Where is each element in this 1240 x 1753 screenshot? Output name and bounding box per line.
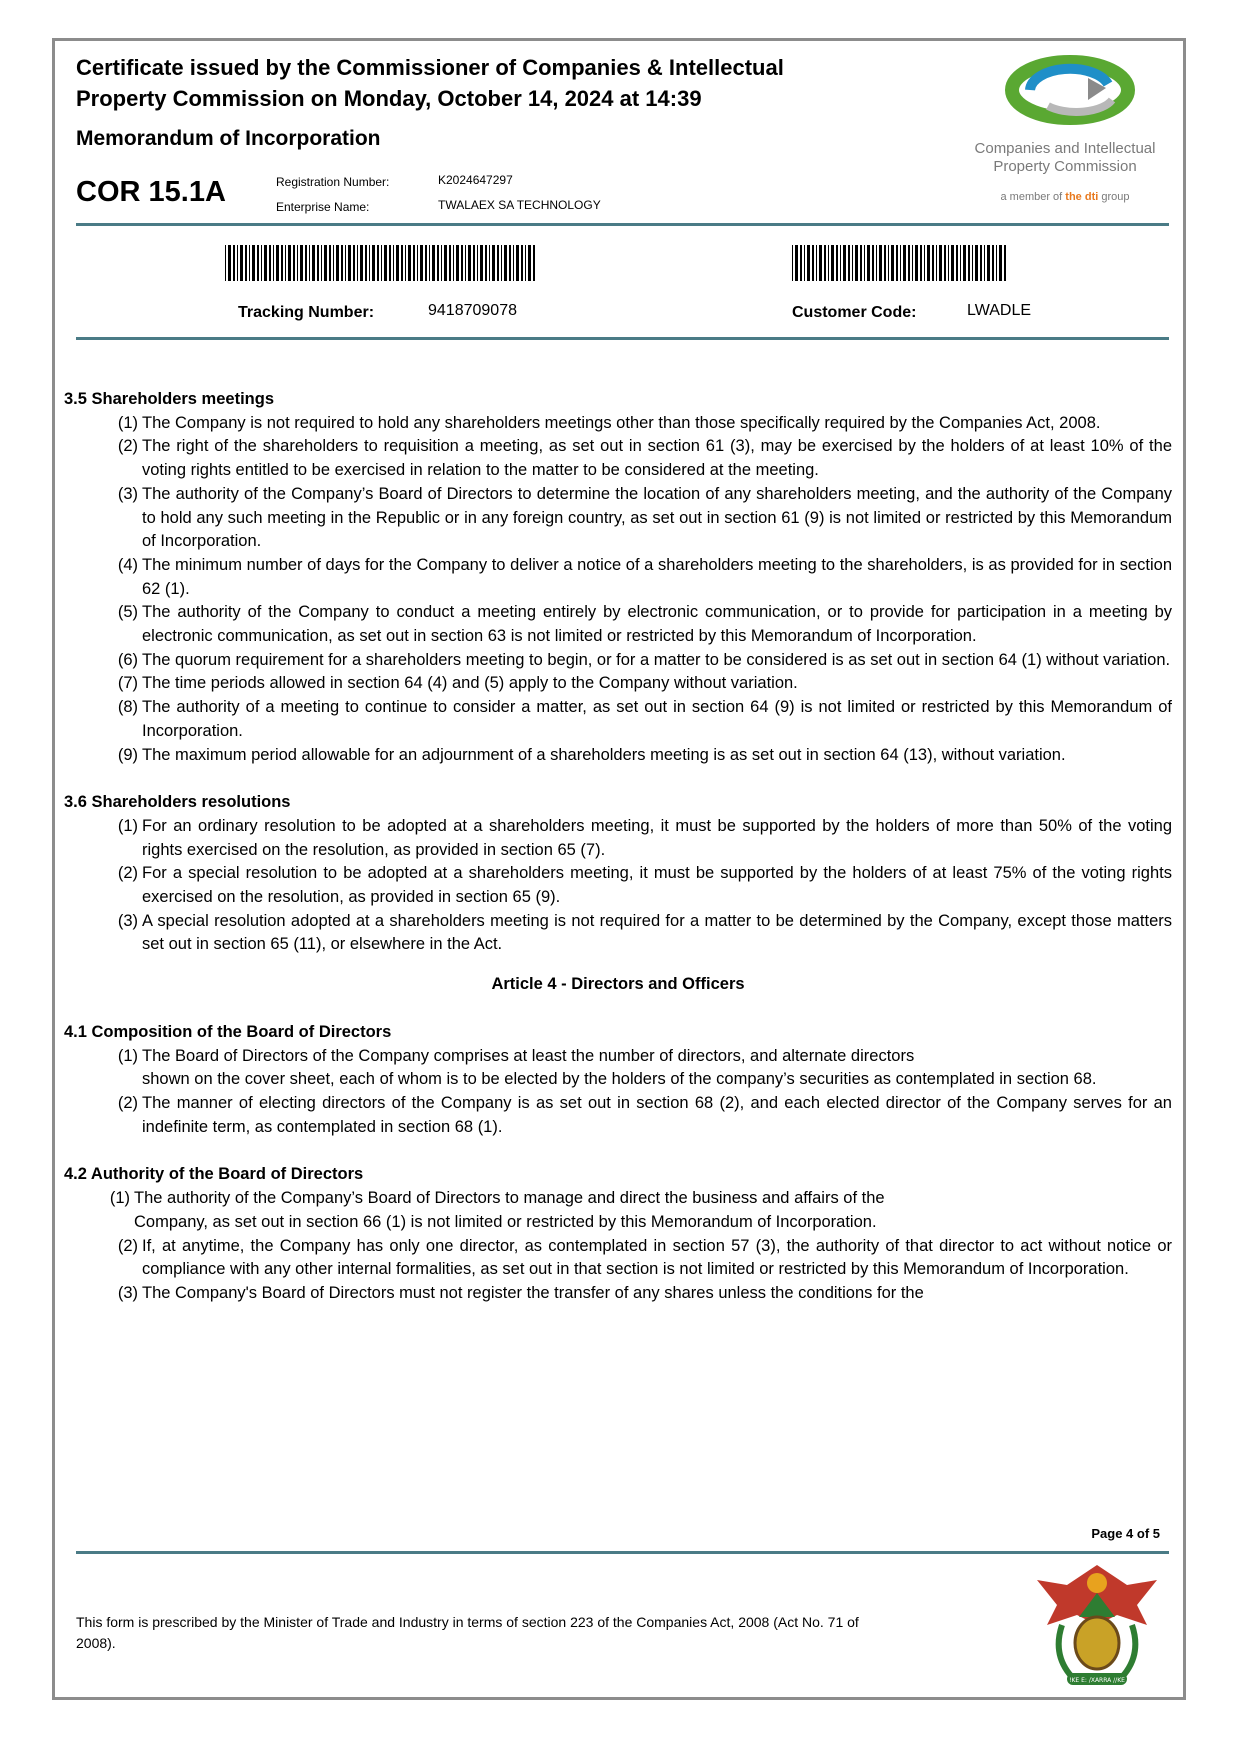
- document-subtitle: Memorandum of Incorporation: [76, 127, 381, 150]
- tracking-number: 9418709078: [428, 302, 517, 319]
- certificate-title: Certificate issued by the Commissioner of Companies & Intellectual Property Commission on Monday, October 14, 2024 at 14:39: [76, 55, 784, 111]
- list-item: (1) For an ordinary resolution to be adopted at a shareholders meeting, it must be supported by the holders of more than 50% of the voting rights exercised on the resolution, as provided in section 65 (7).: [117, 816, 1172, 859]
- list-item: (3) A special resolution adopted at a shareholders meeting is not required for a matter to be determined by the Company, except those matters set out in section 65 (11), or elsewhere in the Act.: [117, 911, 1172, 954]
- header-rule-bottom: [76, 337, 1169, 340]
- section-4-2-heading: 4.2 Authority of the Board of Directors: [64, 1165, 364, 1184]
- cipc-logo-icon: [960, 48, 1170, 208]
- footer-rule: [76, 1551, 1169, 1554]
- section-4-1-heading: 4.1 Composition of the Board of Directors: [64, 1022, 392, 1041]
- document-body: [64, 388, 1172, 1306]
- coat-of-arms-icon: [1022, 1555, 1172, 1695]
- tracking-barcode: [225, 245, 539, 281]
- list-item: (1) The authority of the Company’s Board of Directors to manage and direct the business and affairs of the: [109, 1189, 885, 1208]
- coat-motto: !KE E: /XARRA //KE: [1069, 1677, 1125, 1684]
- list-item: (3) The Company's Board of Directors must not register the transfer of any shares unless the conditions for the: [117, 1283, 924, 1302]
- customer-barcode: [792, 245, 1010, 281]
- enterprise-label: Enterprise Name:: [276, 200, 370, 214]
- list-item: (1) The Board of Directors of the Company comprises at least the number of directors, and alternate directors: [117, 1046, 915, 1065]
- list-item: (2) The right of the shareholders to requisition a meeting, as set out in section 61 (3), may be exercised by the holders of at least 10% of the voting rights entitled to be exercised in relation to the matter to be considered at the meeting.: [117, 437, 1172, 480]
- logo-member-suffix: group: [1098, 191, 1130, 203]
- tracking-label: Tracking Number:: [238, 304, 375, 321]
- logo-line-2: Property Commission: [993, 158, 1137, 175]
- registration-number: K2024647297: [438, 173, 513, 187]
- page-number: Page 4 of 5: [1091, 1526, 1160, 1541]
- registration-label: Registration Number:: [276, 175, 390, 189]
- list-item: (2) The manner of electing directors of the Company is as set out in section 68 (2), and each elected director of the Company serves for an indefinite term, as contemplated in section 68 (1).: [117, 1093, 1172, 1136]
- logo-member-prefix: a member of: [1000, 191, 1066, 203]
- list-item: shown on the cover sheet, each of whom is to be elected by the holders of the company’s securities as contemplated in section 68.: [142, 1070, 1097, 1089]
- section-3-5-list: [64, 412, 1172, 768]
- list-item: (9) The maximum period allowable for an adjournment of a shareholders meeting is as set out in section 64 (13), without variation.: [117, 745, 1066, 764]
- list-item: (2) If, at anytime, the Company has only one director, as contemplated in section 57 (3), the authority of that director to act without notice or compliance with any other internal formalities, as set out in that section is not limited or restricted by this Memorandum of Incorporation.: [117, 1236, 1172, 1279]
- list-item: (5) The authority of the Company to conduct a meeting entirely by electronic communication, or to provide for participation in a meeting by electronic communication, as set out in section 63 is not limited or restricted by this Memorandum of Incorporation.: [117, 603, 1172, 646]
- list-item: (8) The authority of a meeting to continue to consider a matter, as set out in section 64 (9) is not limited or restricted by this Memorandum of Incorporation.: [117, 698, 1172, 740]
- list-item: (2) For a special resolution to be adopted at a shareholders meeting, it must be supported by the holders of at least 75% of the voting rights exercised on the resolution, as provided in section 65 (9).: [117, 864, 1172, 907]
- section-3-6-list: [64, 815, 1172, 957]
- logo-dti: the dti: [1065, 191, 1099, 203]
- customer-label: Customer Code:: [792, 304, 917, 321]
- enterprise-name: TWALAEX SA TECHNOLOGY: [438, 198, 601, 212]
- section-3-5-heading: 3.5 Shareholders meetings: [64, 390, 274, 408]
- form-code: COR 15.1A: [76, 176, 226, 208]
- header-rule-top: [76, 223, 1169, 226]
- section-3-6-heading: 3.6 Shareholders resolutions: [64, 793, 291, 812]
- logo-line-1: Companies and Intellectual: [974, 140, 1156, 157]
- list-item: (7) The time periods allowed in section 64 (4) and (5) apply to the Company without variation.: [117, 674, 798, 693]
- list-item: (6) The quorum requirement for a shareholders meeting to begin, or for a matter to be considered is as set out in section 64 (1) without variation.: [117, 650, 1171, 669]
- list-item: Company, as set out in section 66 (1) is not limited or restricted by this Memorandum of Incorporation.: [134, 1212, 877, 1231]
- list-item: (3) The authority of the Company’s Board of Directors to determine the location of any shareholders meeting, and the authority of the Company to hold any such meeting in the Republic or in any foreign country, as set out in section 61 (9) is not limited or restricted by this Memorandum of Incorporation.: [117, 484, 1172, 551]
- list-item: (1) The Company is not required to hold any shareholders meetings other than those specifically required by the Companies Act, 2008.: [117, 413, 1101, 432]
- footer-note: This form is prescribed by the Minister of Trade and Industry in terms of section 223 of the Companies Act, 2008 (Act No. 71 of 2008).: [76, 1614, 859, 1651]
- article-4-heading: Article 4 - Directors and Officers: [491, 975, 745, 994]
- customer-code: LWADLE: [967, 302, 1032, 319]
- list-item: (4) The minimum number of days for the Company to deliver a notice of a shareholders meeting to the shareholders, is as provided for in section 62 (1).: [117, 555, 1172, 598]
